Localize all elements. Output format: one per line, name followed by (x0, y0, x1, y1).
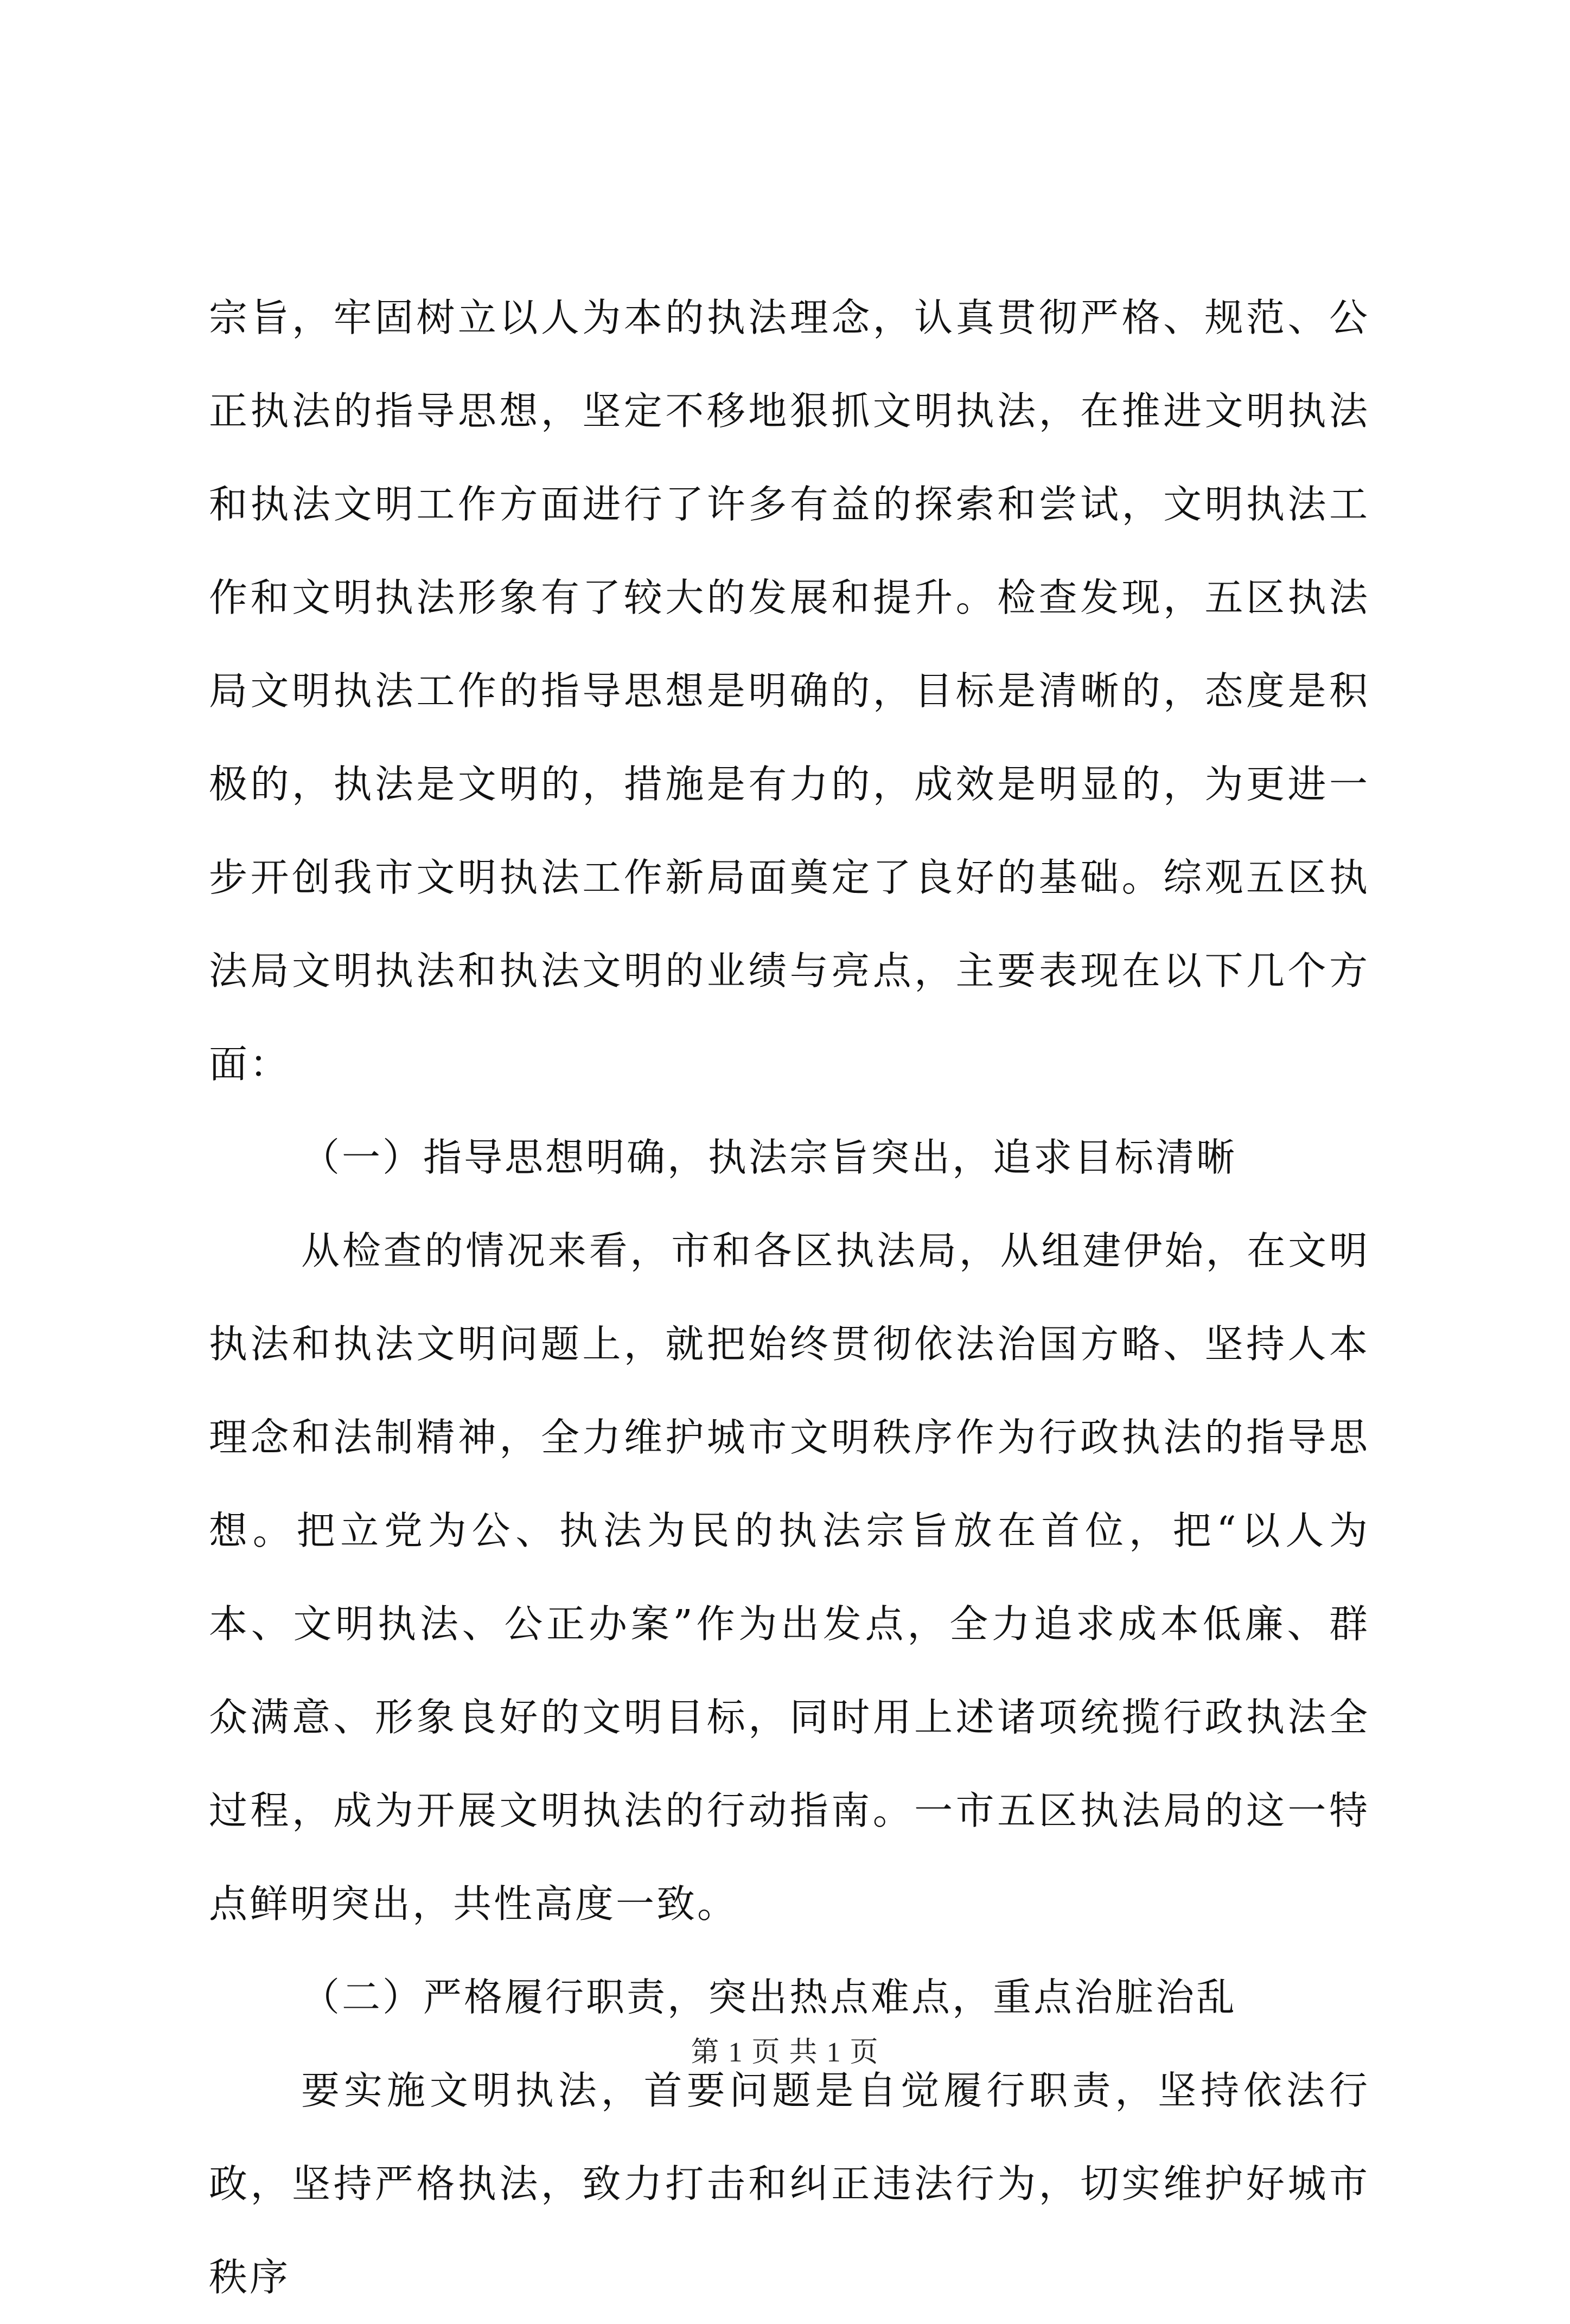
section-heading-one: （一）指导思想明确，执法宗旨突出，追求目标清晰 (301, 1135, 1237, 1180)
paragraph-section-one: 从检查的情况来看，市和各区执法局，从组建伊始，在文明执法和执法文明问题上，就把始终贯彻依法治国方略、坚持人本理念和法制精神，全力维护城市文明秩序作为行政执法的指导思想。把立党为公、执法为民的执法宗旨放在首位，把“以人为本、文明执法、公正办案”作为出发点，全力追求成本低廉、群众满意、形象良好的文明目标，同时用上述诸项统揽行政执法全过程，成为开展文明执法的行动指南。一市五区执法局的这一特点鲜明突出，共性高度一致。 (209, 1228, 1370, 1926)
page-footer: 第 1 页 共 1 页 (691, 2037, 879, 2068)
document-body (209, 271, 1370, 2324)
paragraph-section-two: 要实施文明执法，首要问题是自觉履行职责，坚持依法行政，坚持严格执法，致力打击和纠正违法行为，切实维护好城市秩序 (209, 2068, 1370, 2300)
section-heading-two: （二）严格履行职责，突出热点难点，重点治脏治乱 (301, 1975, 1237, 2020)
paragraph-continuation: 宗旨，牢固树立以人为本的执法理念，认真贯彻严格、规范、公正执法的指导思想，坚定不移地狠抓文明执法，在推进文明执法和执法文明工作方面进行了许多有益的探索和尝试，文明执法工作和文明执法形象有了较大的发展和提升。检查发现，五区执法局文明执法工作的指导思想是明确的，目标是清晰的，态度是积极的，执法是文明的，措施是有力的，成效是明显的，为更进一步开创我市文明执法工作新局面奠定了良好的基础。综观五区执法局文明执法和执法文明的业绩与亮点，主要表现在以下几个方面： (209, 295, 1370, 1087)
